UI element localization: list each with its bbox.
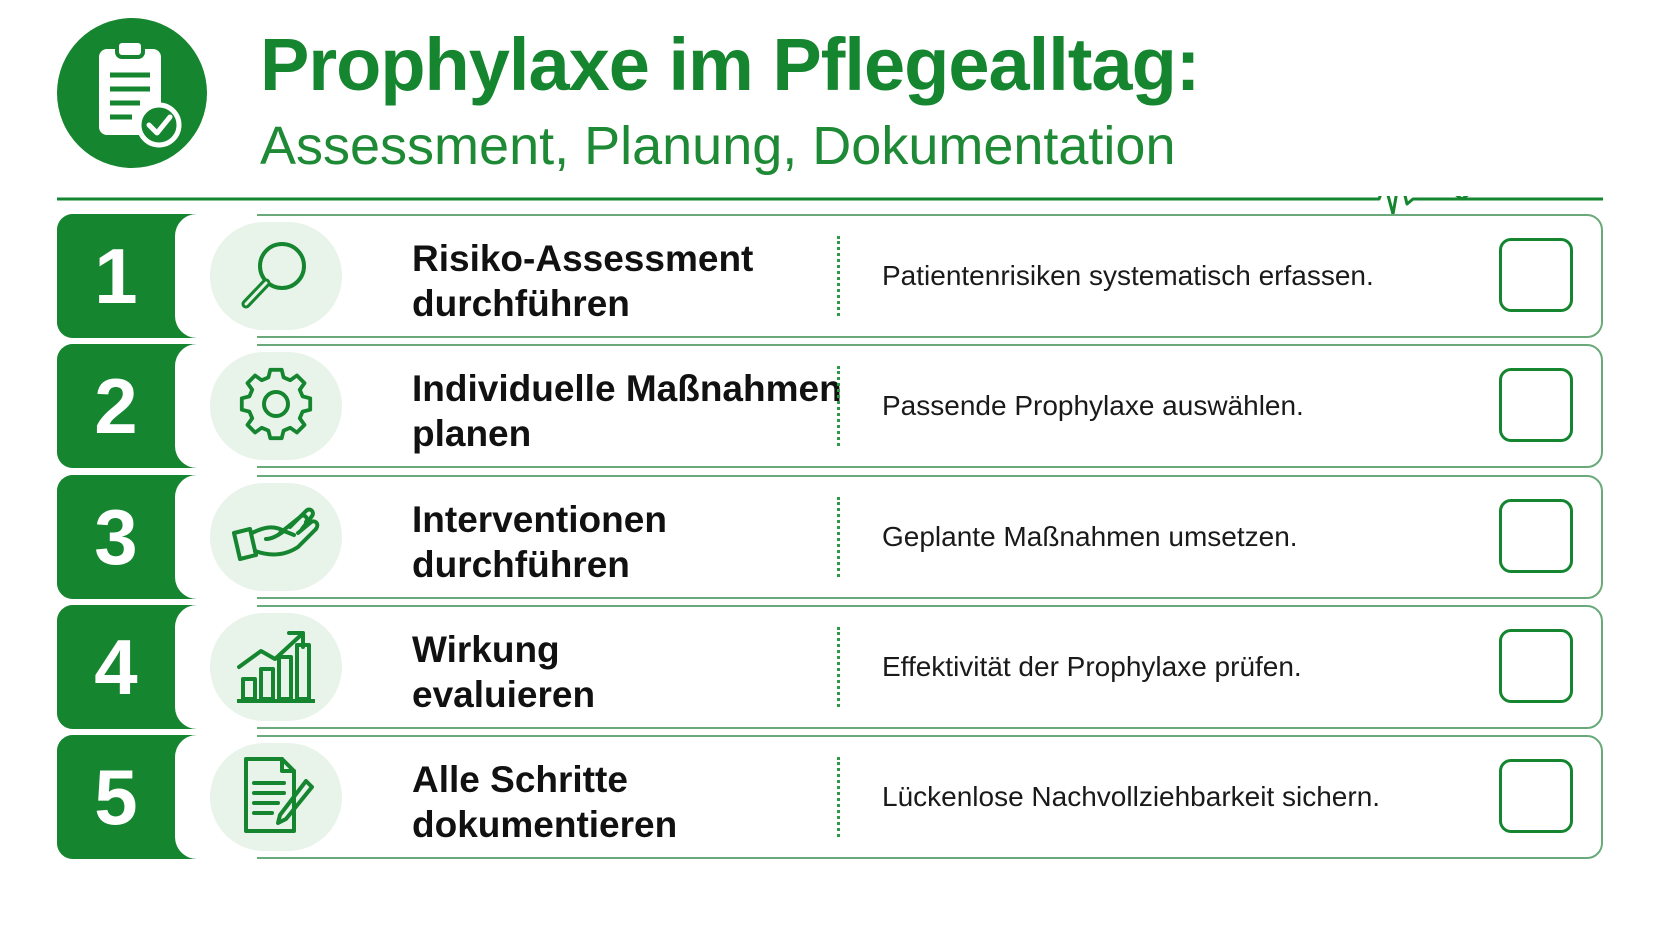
step-title-line-1: Risiko-Assessment — [412, 238, 754, 279]
step-title-line-2: durchführen — [412, 283, 630, 324]
step-icon-badge — [210, 483, 342, 591]
step-checkbox[interactable] — [1499, 629, 1573, 703]
dotted-divider — [837, 497, 840, 577]
step-title — [412, 366, 872, 456]
gear-icon — [234, 362, 318, 451]
helping-hand-icon — [228, 493, 324, 582]
dotted-divider — [837, 757, 840, 837]
magnifier-icon — [234, 232, 318, 321]
step-title-line-2: evaluieren — [412, 674, 596, 715]
step-title — [412, 236, 872, 326]
step-title-line-1: Alle Schritte — [412, 759, 628, 800]
page-subtitle: Assessment, Planung, Dokumentation — [260, 116, 1176, 176]
step-title-line-2: dokumentieren — [412, 804, 678, 845]
document-pen-icon — [234, 753, 318, 842]
step-title-line-1: Individuelle Maßnahmen — [412, 368, 842, 409]
step-checkbox[interactable] — [1499, 499, 1573, 573]
step-row-4 — [57, 605, 1603, 729]
step-description: Effektivität der Prophylaxe prüfen. — [882, 651, 1302, 682]
step-icon-badge — [210, 613, 342, 721]
step-icon-badge — [210, 743, 342, 851]
step-icon-badge — [210, 222, 342, 330]
step-row-1 — [57, 214, 1603, 338]
step-title-line-1: Wirkung — [412, 629, 560, 670]
step-number: 2 — [94, 361, 138, 450]
step-number: 5 — [94, 752, 138, 841]
step-title — [412, 497, 872, 587]
clipboard-check-icon — [57, 18, 207, 168]
step-checkbox[interactable] — [1499, 759, 1573, 833]
growth-chart-icon — [231, 623, 321, 712]
step-description: Lückenlose Nachvollziehbarkeit sichern. — [882, 781, 1381, 812]
step-row-2 — [57, 344, 1603, 468]
step-title — [412, 627, 872, 717]
step-checkbox[interactable] — [1499, 368, 1573, 442]
dotted-divider — [837, 236, 840, 316]
step-row-3 — [57, 475, 1603, 599]
step-title-line-2: durchführen — [412, 544, 630, 585]
step-number: 1 — [94, 231, 138, 320]
step-description: Patientenrisiken systematisch erfassen. — [882, 260, 1374, 291]
page-title: Prophylaxe im Pflegealltag: — [260, 23, 1200, 106]
step-title-line-1: Interventionen — [412, 499, 667, 540]
step-checkbox[interactable] — [1499, 238, 1573, 312]
step-description: Geplante Maßnahmen umsetzen. — [882, 521, 1298, 552]
dotted-divider — [837, 366, 840, 446]
step-title-line-2: planen — [412, 413, 532, 454]
step-description: Passende Prophylaxe auswählen. — [882, 390, 1304, 421]
step-icon-badge — [210, 352, 342, 460]
step-number: 3 — [94, 492, 138, 581]
dotted-divider — [837, 627, 840, 707]
step-row-5 — [57, 735, 1603, 859]
step-number: 4 — [94, 622, 138, 711]
step-title — [412, 757, 872, 847]
